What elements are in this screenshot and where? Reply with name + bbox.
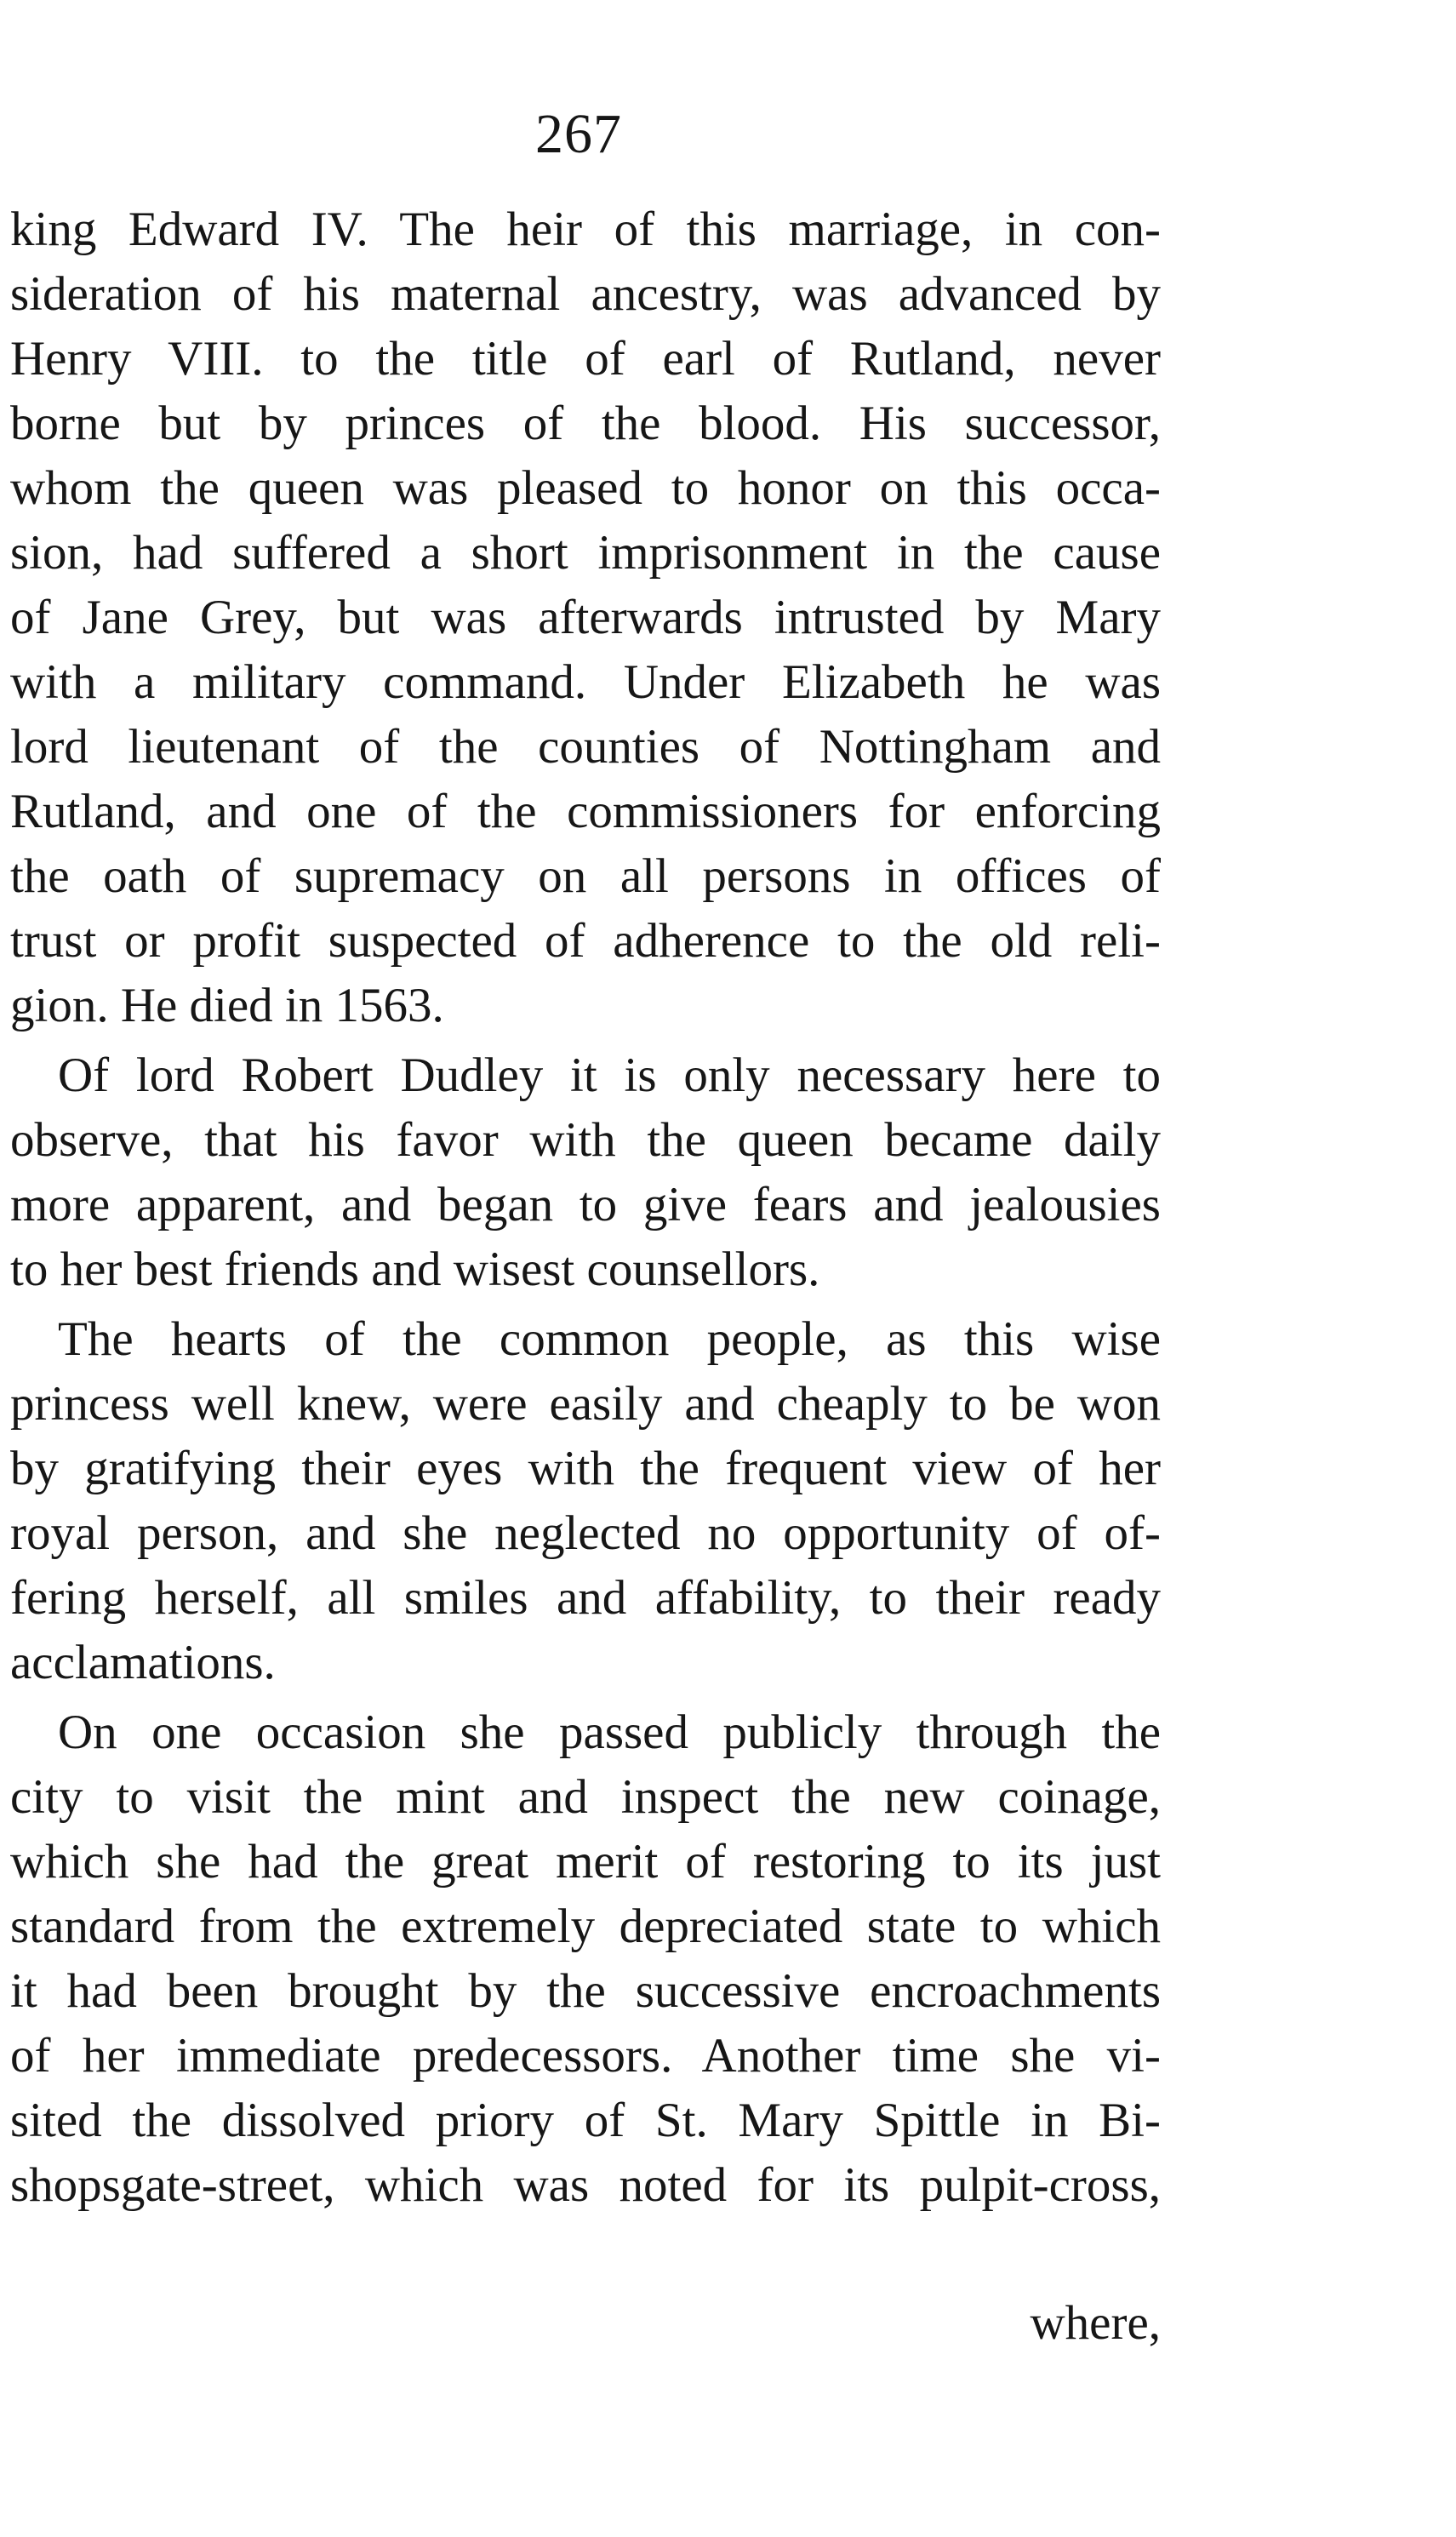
- text-line: sideration of his maternal ancestry, was advanced by: [10, 267, 1161, 321]
- text-line: sion, had suffered a short imprisonment in the cause: [10, 526, 1161, 580]
- text-line: of her immediate predecessors. Another time she vi-: [10, 2029, 1161, 2083]
- catchword: where,: [1030, 2296, 1161, 2350]
- text-line: Henry VIII. to the title of earl of Rutland, never: [10, 332, 1161, 386]
- paragraph: [10, 1307, 1161, 1695]
- text-line: which she had the great merit of restoring to its just: [10, 1835, 1161, 1888]
- text-line: observe, that his favor with the queen became daily: [10, 1113, 1161, 1167]
- text-line: the oath of supremacy on all persons in offices of: [10, 849, 1161, 903]
- text-line: city to visit the mint and inspect the new coinage,: [10, 1770, 1161, 1824]
- text-line: On one occasion she passed publicly through the: [58, 1706, 1161, 1759]
- text-line: princess well knew, were easily and cheaply to be won: [10, 1377, 1161, 1431]
- paragraph: [10, 1700, 1161, 2218]
- text-line: Rutland, and one of the commissioners for enforcing: [10, 785, 1161, 838]
- text-line: with a military command. Under Elizabeth he was: [10, 655, 1161, 709]
- text-line: acclamations.: [10, 1636, 276, 1689]
- text-line: Of lord Robert Dudley it is only necessary here to: [58, 1049, 1161, 1102]
- text-line: fering herself, all smiles and affability, to their ready: [10, 1571, 1161, 1625]
- text-line: borne but by princes of the blood. His successor,: [10, 397, 1161, 450]
- text-line: to her best friends and wisest counsellors.: [10, 1243, 820, 1296]
- text-line: royal person, and she neglected no opportunity of of-: [10, 1506, 1161, 1560]
- text-line: standard from the extremely depreciated state to which: [10, 1900, 1161, 1953]
- text-line: more apparent, and began to give fears and jealousies: [10, 1178, 1161, 1231]
- paragraph: [10, 197, 1161, 1038]
- text-line: shopsgate-street, which was noted for its pulpit-cross,: [10, 2158, 1161, 2212]
- text-line: trust or profit suspected of adherence to the old reli-: [10, 914, 1161, 968]
- body-text: [10, 197, 1161, 2218]
- text-line: lord lieutenant of the counties of Nottingham and: [10, 720, 1161, 774]
- text-line: gion. He died in 1563.: [10, 979, 444, 1032]
- text-line: by gratifying their eyes with the frequent view of her: [10, 1442, 1161, 1495]
- text-line: whom the queen was pleased to honor on this occa-: [10, 461, 1161, 515]
- text-line: The hearts of the common people, as this wise: [58, 1312, 1161, 1366]
- page-number: 267: [535, 103, 622, 165]
- text-line: it had been brought by the successive encroachments: [10, 1964, 1161, 2018]
- paragraph: [10, 1043, 1161, 1302]
- text-line: sited the dissolved priory of St. Mary Spittle in Bi-: [10, 2094, 1161, 2147]
- text-line: of Jane Grey, but was afterwards intrusted by Mary: [10, 591, 1161, 644]
- text-line: king Edward IV. The heir of this marriage, in con-: [10, 203, 1161, 256]
